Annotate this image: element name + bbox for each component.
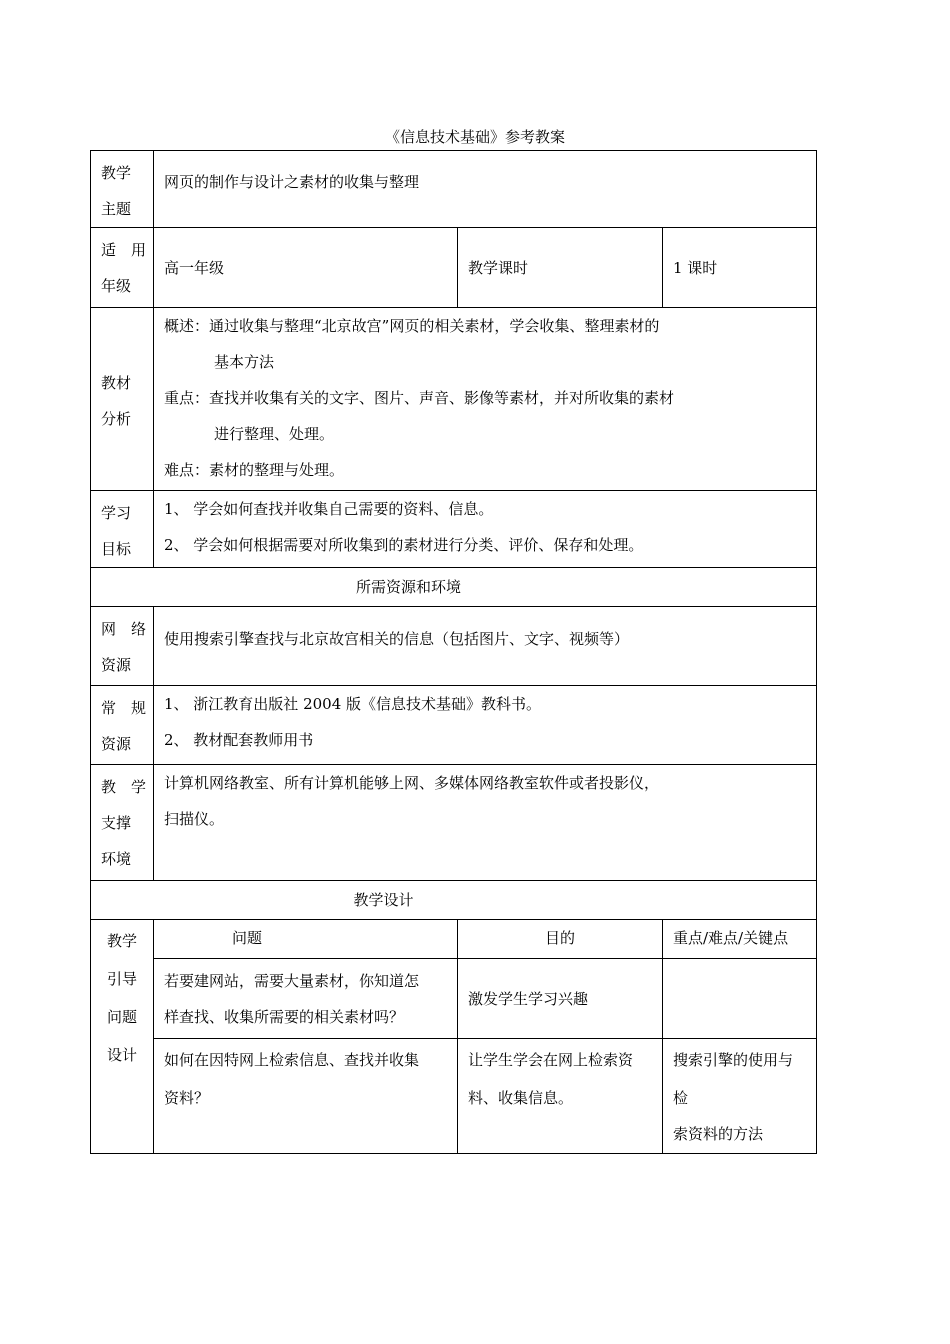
topic-value: 网页的制作与设计之素材的收集与整理 (154, 151, 817, 228)
goals-label (91, 491, 154, 568)
design-side-label-line: 问题 (106, 1008, 137, 1026)
design-question (154, 959, 458, 1039)
design-key-line: 搜索引擎的使用与 (673, 1051, 794, 1069)
resources-header-text: 所需资源和环境 (355, 578, 461, 596)
design-key (663, 1039, 817, 1154)
goal-item: 2、 学会如何根据需要对所收集到的素材进行分类、评价、保存和处理。 (164, 536, 644, 554)
design-side-label-line: 引导 (106, 970, 137, 988)
design-question-line: 如何在因特网上检索信息、查找并收集 (164, 1051, 420, 1069)
support-label-line-3: 环境 (101, 850, 132, 868)
regular-label (91, 686, 154, 765)
grade-label (91, 228, 154, 308)
design-header (91, 881, 817, 920)
lesson-plan-table (90, 150, 817, 1154)
column-header-purpose: 目的 (458, 920, 663, 959)
network-label-line-1: 网 络 (101, 620, 147, 638)
goals-label-line-1: 学习 (101, 504, 132, 522)
design-side-label-line: 教学 (106, 932, 137, 950)
support-label-line-1: 教 学 (101, 778, 147, 796)
regular-row (91, 686, 817, 765)
analysis-row (91, 308, 817, 491)
topic-row (91, 151, 817, 228)
design-question-line: 样查找、收集所需要的相关素材吗？ (164, 1007, 405, 1026)
design-question-line: 若要建网站，需要大量素材，你知道怎 (164, 971, 420, 990)
analysis-key-point: 重点：查找并收集有关的文字、图片、声音、影像等素材，并对所收集的素材 (164, 389, 675, 407)
network-label-line-2: 资源 (101, 656, 132, 674)
document-title: 《信息技术基础》参考教案 (384, 128, 565, 146)
network-value: 使用搜索引擎查找与北京故宫相关的信息（包括图片、文字、视频等） (154, 607, 817, 686)
analysis-key-point-cont: 进行整理、处理。 (214, 425, 335, 443)
analysis-content (154, 308, 817, 491)
topic-label-line-1: 教学 (101, 164, 132, 182)
design-purpose-line: 让学生学会在网上检索资 (468, 1051, 634, 1069)
hours-value: 1 课时 (663, 228, 817, 308)
design-key-line: 检 (673, 1089, 689, 1107)
regular-label-line-2: 资源 (101, 735, 132, 753)
network-row (91, 607, 817, 686)
design-purpose (458, 1039, 663, 1154)
topic-label (91, 151, 154, 228)
regular-item: 2、 教材配套教师用书 (164, 731, 314, 749)
design-purpose-line: 料、收集信息。 (468, 1089, 574, 1107)
design-purpose-line: 激发学生学习兴趣 (468, 989, 589, 1008)
hours-label: 教学课时 (458, 228, 663, 308)
analysis-label-line-1: 教材 (101, 374, 132, 392)
analysis-overview: 概述：通过收集与整理“北京故宫”网页的相关素材，学会收集、整理素材的 (164, 317, 660, 335)
design-row (91, 959, 817, 1039)
support-label-line-2: 支撑 (101, 814, 132, 832)
goals-row (91, 491, 817, 568)
regular-label-line-1: 常 规 (101, 699, 147, 717)
design-side-label-line: 设计 (106, 1046, 137, 1064)
design-header-text: 教学设计 (353, 891, 414, 909)
design-key-line: 索资料的方法 (673, 1125, 764, 1143)
support-line: 计算机网络教室、所有计算机能够上网、多媒体网络教室软件或者投影仪， (164, 774, 660, 792)
support-content (154, 765, 817, 881)
resources-header-row (91, 568, 817, 607)
goals-label-line-2: 目标 (101, 540, 132, 558)
analysis-label (91, 308, 154, 491)
support-label (91, 765, 154, 881)
goal-item: 1、 学会如何查找并收集自己需要的资料、信息。 (164, 500, 494, 518)
resources-header (91, 568, 817, 607)
regular-item: 1、 浙江教育出版社 2004 版《信息技术基础》教科书。 (164, 695, 542, 713)
analysis-label-line-2: 分析 (101, 410, 132, 428)
regular-content (154, 686, 817, 765)
design-question-line: 资料？ (164, 1089, 210, 1107)
design-purpose (458, 959, 663, 1039)
grade-value: 高一年级 (154, 228, 458, 308)
design-question (154, 1039, 458, 1154)
goals-content (154, 491, 817, 568)
grade-label-line-2: 年级 (101, 277, 132, 295)
network-label (91, 607, 154, 686)
design-row (91, 1039, 817, 1154)
column-header-key: 重点/难点/关键点 (663, 920, 817, 959)
grade-label-line-1: 适 用 (101, 241, 147, 259)
design-key (663, 959, 817, 1039)
design-columns-row (91, 920, 817, 959)
analysis-overview-cont: 基本方法 (214, 353, 275, 371)
design-side-label (91, 920, 154, 1154)
grade-row (91, 228, 817, 308)
support-line: 扫描仪。 (164, 810, 225, 828)
column-header-question: 问题 (154, 920, 458, 959)
support-row (91, 765, 817, 881)
topic-label-line-2: 主题 (101, 200, 132, 218)
analysis-difficulty: 难点：素材的整理与处理。 (164, 461, 345, 479)
design-header-row (91, 881, 817, 920)
